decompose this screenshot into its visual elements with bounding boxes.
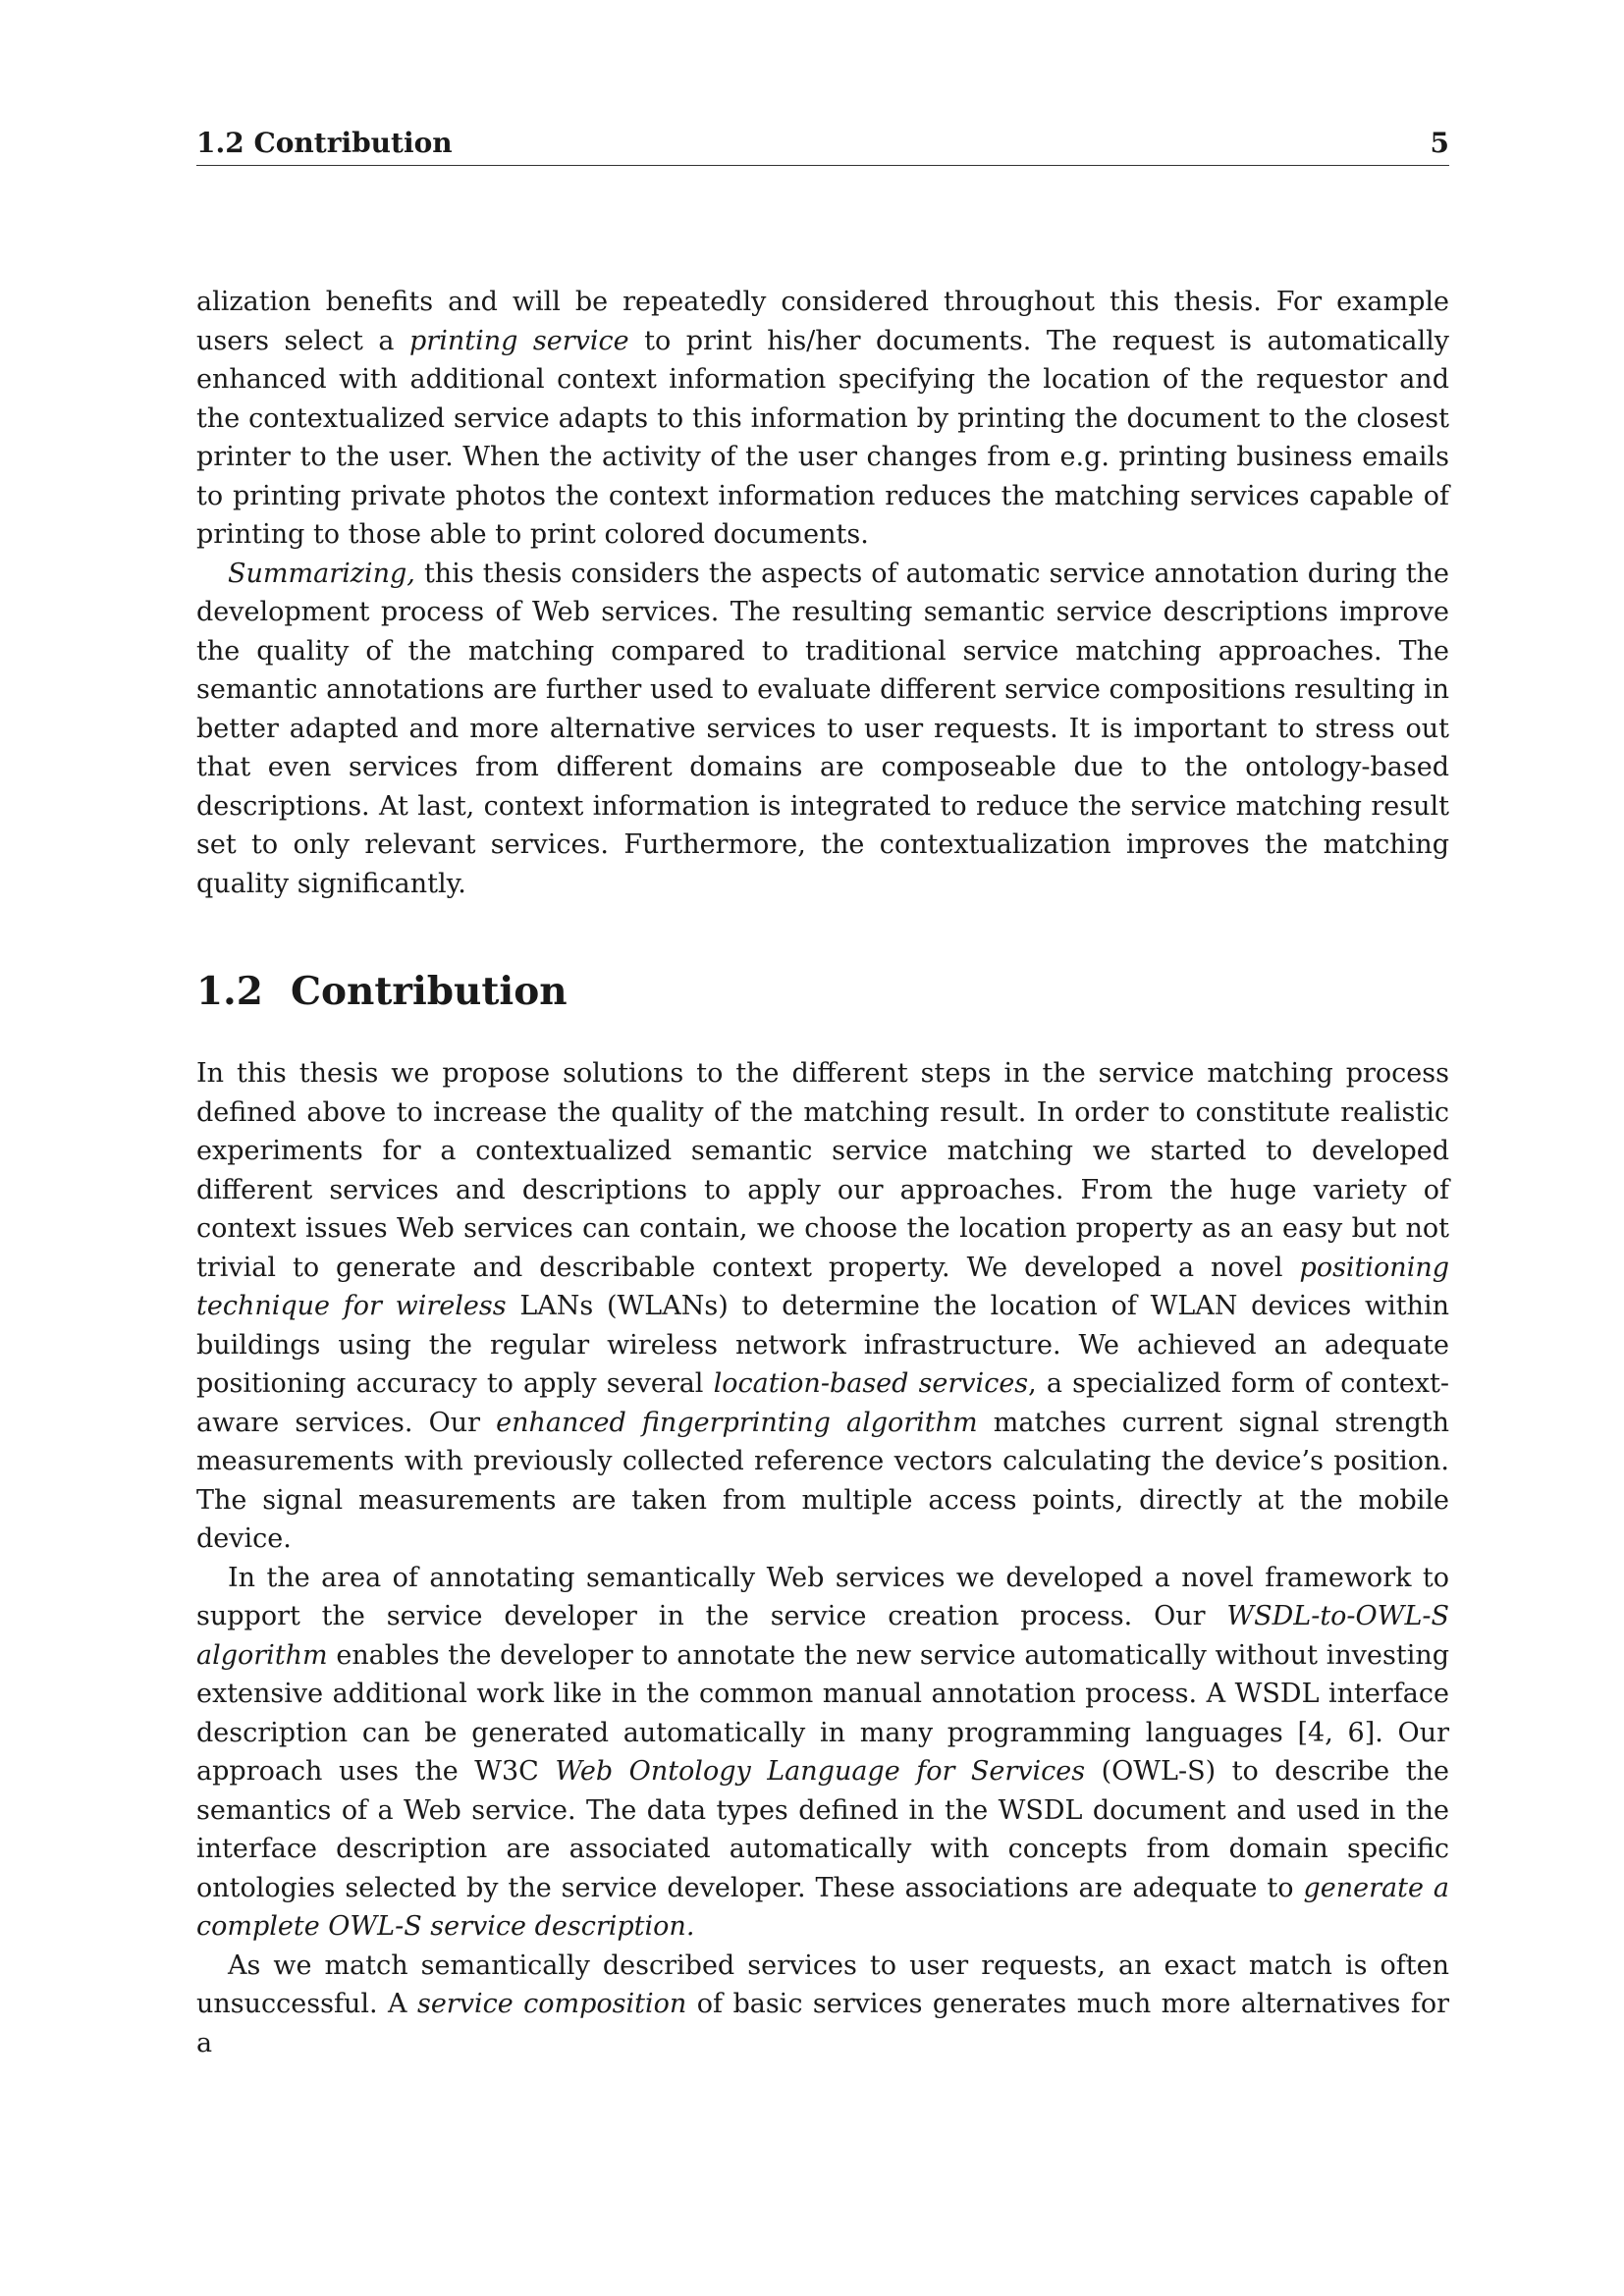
p3-text-2: LANs (WLANs) to determine the location of WLAN devices within buildings using the regular wireless network infrastructure. We achieved an adequate positioning accuracy to apply several bbox=[196, 1291, 1449, 1399]
section-title: Contribution bbox=[291, 969, 568, 1014]
paragraph-2 bbox=[196, 555, 1449, 904]
p3-emphasis-3: enhanced fingerprinting algorithm bbox=[496, 1407, 978, 1438]
p3-emphasis-2: location-based services bbox=[713, 1368, 1029, 1399]
p4-emphasis-2: Web Ontology Language for Services bbox=[555, 1756, 1086, 1787]
header-section-label: 1.2 Contribution bbox=[196, 127, 453, 159]
p2-text-1: this thesis considers the aspects of automatic service annotation during the development process of Web services. The resulting semantic service descriptions improve the quality of the matching compared to traditional service matching approaches. The semantic annotations are further used to evaluate different service compositions resulting in better adapted and more alternative services to user requests. It is important to stress out that even services from different domains are composeable due to the ontology-based descriptions. At last, context information is integrated to reduce the service matching result set to only relevant services. Furthermore, the contextualization improves the matching quality significantly. bbox=[196, 558, 1449, 899]
paragraph-3 bbox=[196, 1054, 1449, 1559]
p5-text-1: As we match semantically described services to user requests, an exact match is often unsuccessful. A bbox=[196, 1949, 1449, 2019]
p3-text-3: , a specialized form of context-aware services. Our bbox=[196, 1368, 1450, 1438]
p2-emphasis-1: Summarizing, bbox=[228, 558, 415, 589]
p4-emphasis-1: WSDL-to-OWL-S algorithm bbox=[196, 1601, 1449, 1671]
p3-text-1: In this thesis we propose solutions to the different steps in the service matching process defined above to increase the quality of the matching result. In order to constitute realistic experiments for a contextualized semantic service matching we started to developed different services and descriptions to apply our approaches. From the huge variety of context issues Web services can contain, we choose the location property as an easy but not trivial to generate and describable context property. We developed a novel bbox=[196, 1058, 1449, 1283]
p1-emphasis-1: printing service bbox=[409, 325, 629, 356]
p4-text-2: enables the developer to annotate the new service automatically without investing extensive additional work like in the common manual annotation process. A WSDL interface description can be generated automatically in many programming languages [4, 6]. Our approach uses the W3C bbox=[196, 1639, 1449, 1787]
body-text bbox=[196, 283, 1449, 2062]
p3-emphasis-1: positioning technique for wireless bbox=[196, 1252, 1449, 1321]
p4-text-3: (OWL-S) to describe the semantics of a Web service. The data types defined in the WSDL document and used in the interface description are associated automatically with concepts from domain specific ontologies selected by the service developer. These associations are adequate to bbox=[196, 1756, 1449, 1903]
section-heading bbox=[196, 968, 1449, 1015]
page-number: 5 bbox=[1430, 127, 1449, 159]
paragraph-5 bbox=[196, 1947, 1449, 2063]
paragraph-1 bbox=[196, 283, 1449, 555]
p4-text-1: In the area of annotating semantically Web services we developed a novel framework to support the service developer in the service creation process. Our bbox=[196, 1562, 1449, 1631]
section-number: 1.2 bbox=[196, 969, 263, 1014]
p3-text-4: matches current signal strength measurements with previously collected reference vectors calculating the device’s position. The signal measurements are taken from multiple access points, directly at the mobile device. bbox=[196, 1407, 1449, 1554]
p5-emphasis-1: service composition bbox=[416, 1989, 687, 2019]
p1-text-2: to print his/her documents. The request is automatically enhanced with additional context information specifying the location of the requestor and the contextualized service adapts to this information by printing the document to the closest printer to the user. When the activity of the user changes from e.g. printing business emails to printing private photos the context information reduces the matching services capable of printing to those able to print colored documents. bbox=[196, 325, 1449, 550]
p5-text-2: of basic services generates much more alternatives for a bbox=[196, 1989, 1449, 2058]
p1-text-1: alization benefits and will be repeatedly considered throughout this thesis. For example users select a bbox=[196, 287, 1449, 356]
document-page bbox=[196, 0, 1449, 2296]
paragraph-4 bbox=[196, 1559, 1449, 1947]
p4-emphasis-3: generate a complete OWL-S service description. bbox=[196, 1872, 1449, 1942]
running-header bbox=[196, 126, 1449, 166]
